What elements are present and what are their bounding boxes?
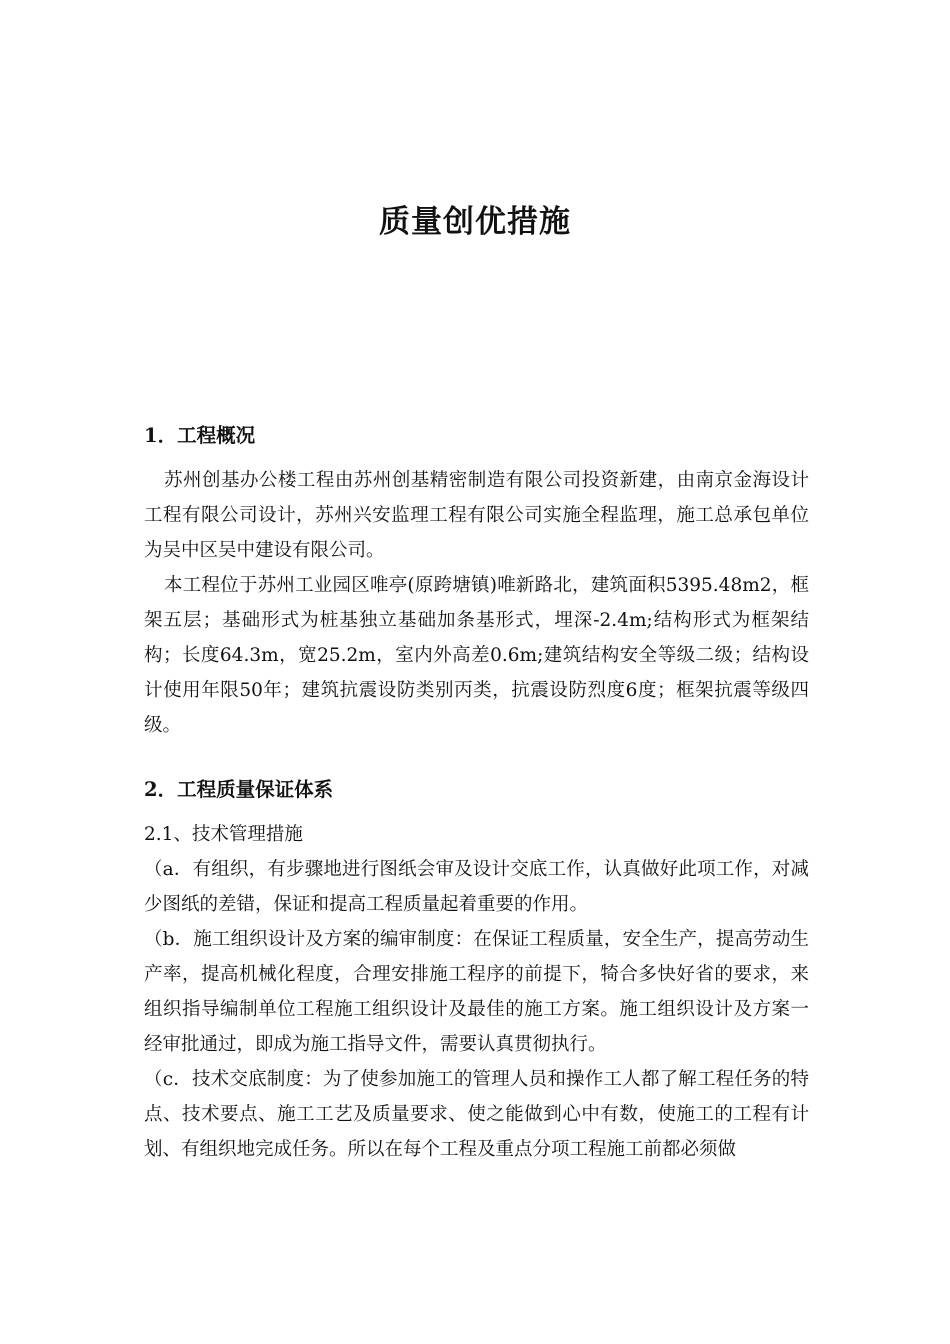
paragraph: （b．施工组织设计及方案的编审制度：在保证工程质量，安全生产，提高劳动生产率，提高机械化程度，合理安排施工程序的前提下，犄合多快好省的要求，来组织指导编制单位工程施工组织设计及最佳的施工方案。施工组织设计及方案一经审批通过，即成为施工指导文件，需要认真贯彻执行。 (144, 929, 809, 1055)
paragraph: 本工程位于苏州工业园区唯亭(原跨塘镇)唯新路北，建筑面积5395.48m2，框架五层；基础形式为桩基独立基础加条基形式，埋深-2.4m;结构形式为框架结构；长度64.3m，宽25.2m，室内外高差0.6m;建筑结构安全等级二级；结构设计使用年限50年；建筑抗震设防类别丙类，抗震设防烈度6度；框架抗震等级四级。 (144, 575, 809, 736)
section-project-overview (144, 418, 809, 743)
section-heading: 1．工程概况 (144, 424, 256, 447)
section-heading: 2．工程质量保证体系 (144, 778, 334, 801)
subsection-heading: 2.1、技术管理措施 (144, 824, 303, 845)
section-quality-system (144, 772, 809, 1167)
paragraph: （c．技术交底制度：为了使参加施工的管理人员和操作工人都了解工程任务的特点、技术要点、施工工艺及质量要求、使之能做到心中有数，使施工的工程有计划、有组织地完成任务。所以在每个工程及重点分项工程施工前都必须做 (144, 1069, 809, 1160)
paragraph: （a．有组织，有步骤地进行图纸会审及设计交底工作，认真做好此项工作，对减少图纸的差错，保证和提高工程质量起着重要的作用。 (144, 859, 809, 915)
document-title: 质量创优措施 (379, 204, 571, 240)
paragraph: 苏州创基办公楼工程由苏州创基精密制造有限公司投资新建，由南京金海设计工程有限公司设计，苏州兴安监理工程有限公司实施全程监理，施工总承包单位为吴中区吴中建设有限公司。 (144, 470, 809, 561)
